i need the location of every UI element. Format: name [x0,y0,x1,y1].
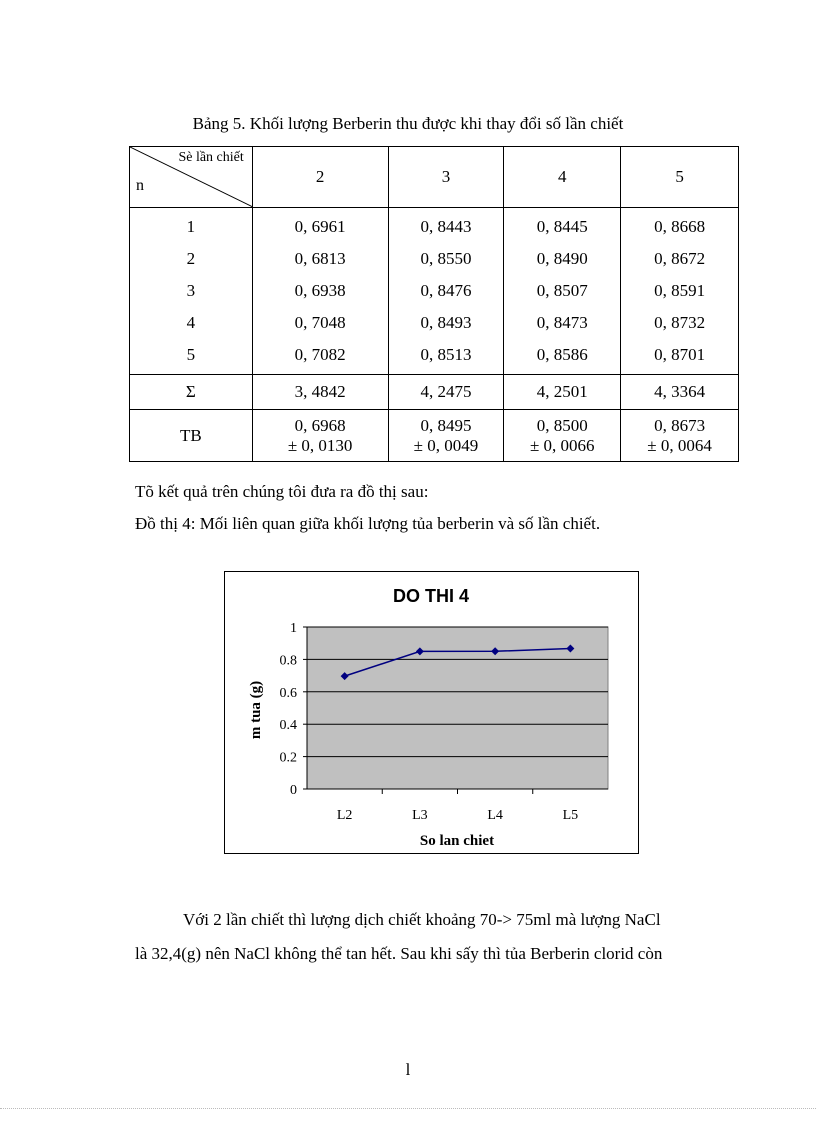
body-line-2: là 32,4(g) nên NaCl không thể tan hết. Sau khi sấy thì tủa Berberin clorid còn [135,944,663,963]
table-row [130,275,739,307]
page-bottom-rule [0,1108,816,1109]
table-cell: 0, 7082 [252,339,388,375]
sum-value: 4, 2475 [388,375,504,410]
x-tick-label: L5 [562,808,579,823]
berberin-table [129,146,739,462]
x-tick-label: L4 [487,808,503,823]
table-header-row [130,147,739,208]
table-cell: 0, 6813 [252,243,388,275]
average-cell [621,410,739,462]
table-cell: 0, 8473 [504,307,621,339]
column-header: 4 [504,147,621,208]
y-tick-label: 0 [290,783,297,798]
corner-cell [130,147,253,208]
sum-value: 4, 3364 [621,375,739,410]
average-cell [504,410,621,462]
average-mean: 0, 8495 [420,415,472,435]
table-row [130,208,739,244]
table-cell: 0, 8476 [388,275,504,307]
table-cell: 0, 8732 [621,307,739,339]
average-row [130,410,739,462]
table-cell: 0, 8591 [621,275,739,307]
average-label: TB [130,410,253,462]
table-cell: 0, 8490 [504,243,621,275]
y-tick-label: 1 [290,621,297,636]
table-cell: 0, 8701 [621,339,739,375]
x-tick-label: L2 [336,808,353,823]
sum-row [130,375,739,410]
row-index: 3 [130,275,253,307]
table-cell: 0, 8513 [388,339,504,375]
table-row [130,243,739,275]
sum-value: 3, 4842 [252,375,388,410]
table-cell: 0, 8668 [621,208,739,244]
table-cell: 0, 8672 [621,243,739,275]
y-tick-label: 0.6 [279,685,297,701]
chart-title: DO THI 4 [392,586,470,606]
row-index: 4 [130,307,253,339]
x-axis-label: So lan chiet [419,833,495,849]
column-header: 5 [621,147,739,208]
row-index: 1 [130,208,253,244]
column-header: 3 [388,147,504,208]
column-header: 2 [252,147,388,208]
average-sd: ± 0, 0130 [287,435,353,455]
average-mean: 0, 8500 [536,415,588,435]
table-row [130,339,739,375]
y-tick-label: 0.2 [279,750,297,766]
chart-caption: Đồ thị 4: Mối liên quan giữa khối lượng tủa berberin và số lần chiết. [135,514,601,533]
corner-top-label: Sè lần chiết [178,150,244,165]
table-cell: 0, 6938 [252,275,388,307]
average-sd: ± 0, 0049 [413,435,479,455]
table-row [130,307,739,339]
table-cell: 0, 8445 [504,208,621,244]
table-cell: 0, 8507 [504,275,621,307]
average-cell [388,410,504,462]
table-cell: 0, 8550 [388,243,504,275]
average-cell [252,410,388,462]
line-chart [225,572,638,853]
y-axis-label: m tua (g) [248,680,264,740]
table-cell: 0, 6961 [252,208,388,244]
sum-value: 4, 2501 [504,375,621,410]
table-caption: Bảng 5. Khối lượng Berberin thu được khi thay đổi số lần chiết [192,114,624,133]
table-cell: 0, 8586 [504,339,621,375]
page-number: l [405,1060,411,1079]
y-tick-label: 0.8 [279,653,297,669]
y-tick-label: 0.4 [279,718,297,734]
table-cell: 0, 7048 [252,307,388,339]
x-tick-label: L3 [412,808,428,823]
row-index: 2 [130,243,253,275]
row-index: 5 [130,339,253,375]
intro-paragraph: Tõ kết quả trên chúng tôi đưa ra đồ thị sau: [135,482,429,501]
average-sd: ± 0, 0064 [647,435,712,455]
body-line-1: Với 2 lần chiết thì lượng dịch chiết khoảng 70-> 75ml mà lượng NaCl [183,910,661,929]
table-cell: 0, 8443 [388,208,504,244]
chart-frame [224,571,639,854]
average-mean: 0, 8673 [654,415,706,435]
table-cell: 0, 8493 [388,307,504,339]
average-sd: ± 0, 0066 [529,435,595,455]
corner-bottom-label: n [136,177,144,194]
average-mean: 0, 6968 [294,415,346,435]
sum-label: Σ [130,375,253,410]
